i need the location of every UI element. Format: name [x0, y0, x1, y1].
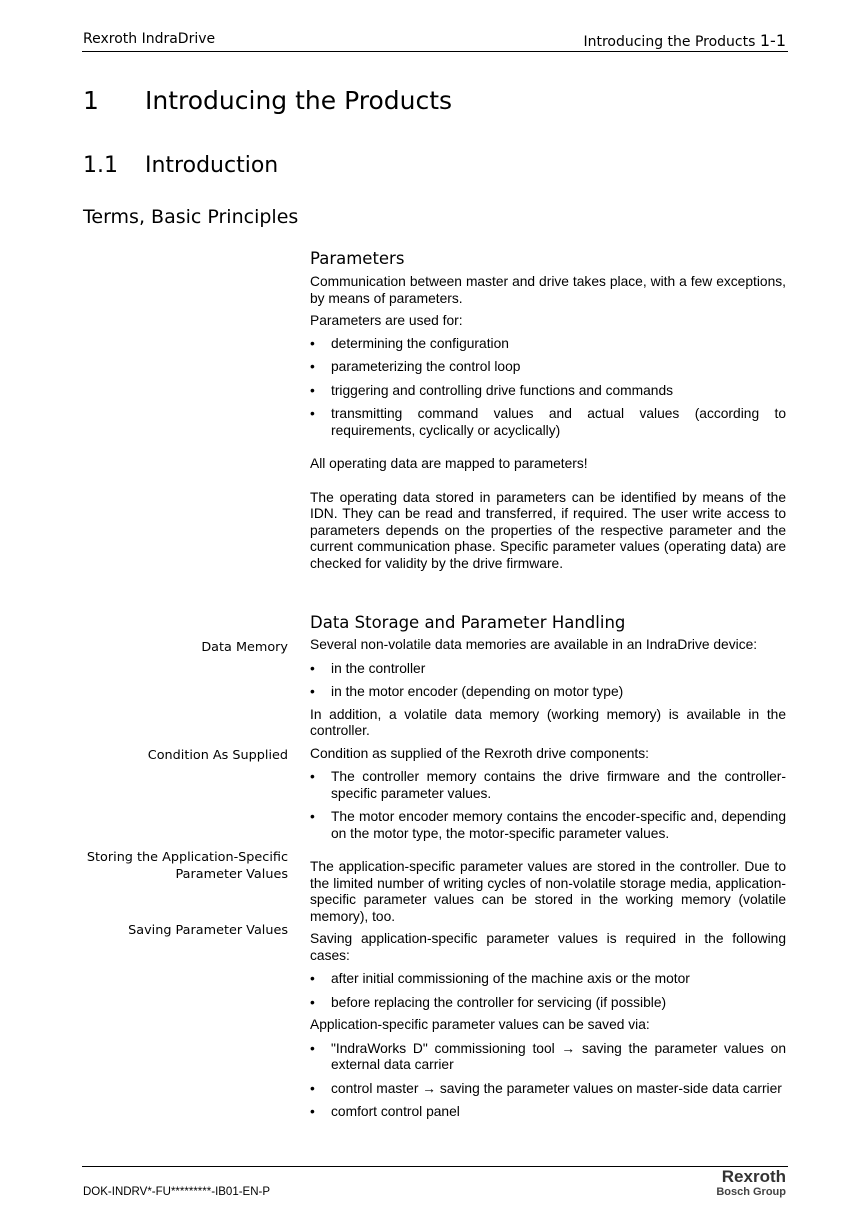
- rexroth-logo: [716, 1168, 786, 1199]
- logo-brand: Rexroth: [721, 1167, 786, 1186]
- chapter-number: 1: [83, 86, 99, 115]
- list-item: • before replacing the controller for servicing (if possible): [310, 995, 786, 1012]
- list-item: • transmitting command values and actual values (according to requirements, cyclically or acyclically): [310, 406, 786, 439]
- margin-label-storing-line-2: Parameter Values: [175, 867, 288, 882]
- parameters-block: [310, 249, 786, 572]
- section-number: 1.1: [83, 153, 118, 178]
- margin-label-saving: Saving Parameter Values: [128, 923, 288, 938]
- margin-label-condition-as-supplied: Condition As Supplied: [147, 748, 288, 763]
- storage-heading: Data Storage and Parameter Handling: [310, 613, 626, 632]
- page-number: 1-1: [759, 31, 786, 50]
- subsection-heading: Terms, Basic Principles: [83, 206, 299, 228]
- parameters-para-4: The operating data stored in parameters can be identified by means of the IDN. They can be read and transferred, if required. The user write access to parameters depends on the properties of the respective parameter and the current communication phase. Specific parameter values (operating data) are checked for validity by the drive firmware.: [310, 489, 786, 571]
- section-heading: [83, 153, 278, 178]
- storage-para-4: The application-specific parameter values are stored in the controller. Due to the limited number of writing cycles of non-volatile storage media, application-specific parameter values can be stored in the working memory (volatile memory), too.: [310, 859, 786, 924]
- storage-para-6: Application-specific parameter values can be saved via:: [310, 1017, 650, 1032]
- margin-label-storing-line-1: Storing the Application-Specific: [86, 850, 288, 865]
- list-item: • The motor encoder memory contains the encoder-specific and, depending on the motor type, the motor-specific parameter values.: [310, 809, 786, 842]
- storage-para-5: Saving application-specific parameter values is required in the following cases:: [310, 931, 786, 963]
- list-item: • triggering and controlling drive functions and commands: [310, 383, 786, 400]
- parameters-para-1: Communication between master and drive takes place, with a few exceptions, by means of parameters.: [310, 274, 786, 306]
- storage-para-2: In addition, a volatile data memory (working memory) is available in the controller.: [310, 706, 786, 738]
- storage-para-1: Several non-volatile data memories are available in an IndraDrive device:: [310, 637, 758, 652]
- section-title: Introduction: [145, 153, 279, 178]
- margin-label-data-memory: Data Memory: [201, 640, 288, 655]
- header-right: [583, 31, 786, 50]
- list-item: • parameterizing the control loop: [310, 359, 786, 376]
- logo-group: Bosch Group: [716, 1186, 786, 1198]
- footer-rule: [82, 1166, 788, 1167]
- header-rule: [82, 51, 788, 52]
- storage-para-3: Condition as supplied of the Rexroth drive components:: [310, 745, 649, 761]
- chapter-title: Introducing the Products: [145, 86, 453, 115]
- list-item: • in the motor encoder (depending on motor type): [310, 684, 786, 701]
- parameters-heading: Parameters: [310, 249, 405, 268]
- storage-block: [310, 613, 786, 1121]
- list-item: • in the controller: [310, 661, 786, 678]
- list-item: • after initial commissioning of the machine axis or the motor: [310, 971, 786, 988]
- parameters-para-2: Parameters are used for:: [310, 313, 463, 328]
- list-item: • determining the configuration: [310, 336, 786, 353]
- header-left: Rexroth IndraDrive: [83, 31, 216, 47]
- document-id: DOK-INDRV*-FU*********-IB01-EN-P: [83, 1186, 271, 1198]
- list-item: • comfort control panel: [310, 1104, 786, 1121]
- list-item: • "IndraWorks D" commissioning tool → saving the parameter values on external data carrier: [310, 1041, 786, 1074]
- list-item: • control master → saving the parameter values on master-side data carrier: [310, 1081, 786, 1098]
- list-item: • The controller memory contains the drive firmware and the controller-specific parameter values.: [310, 769, 786, 802]
- margin-label-storing: [87, 849, 288, 883]
- parameters-para-3: All operating data are mapped to parameters!: [310, 456, 588, 471]
- header-chapter-title: Introducing the Products: [583, 34, 756, 50]
- chapter-heading: [83, 86, 452, 115]
